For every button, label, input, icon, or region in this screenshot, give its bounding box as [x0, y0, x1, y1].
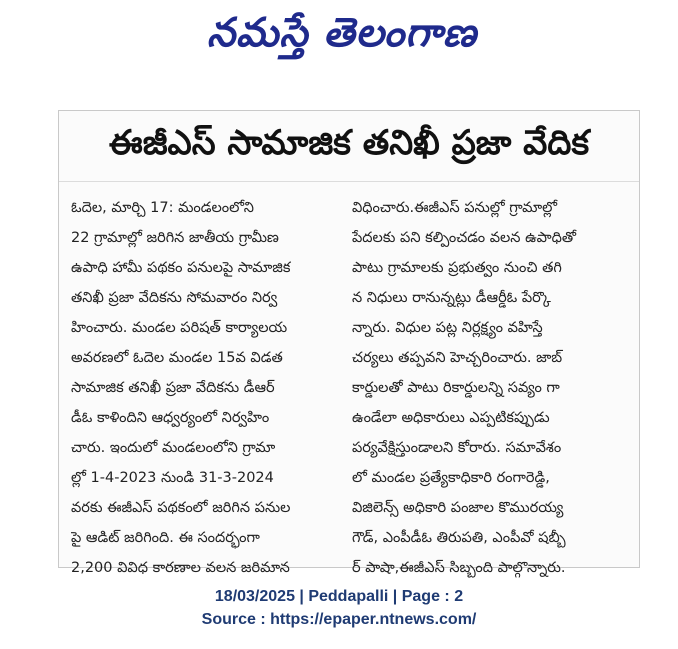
article-line: ఓదెల, మార్చి 17: మండలంలోని: [71, 200, 254, 216]
article-line: పర్యవేక్షిస్తుండాలని కోరారు. సమావేశం: [352, 440, 562, 456]
article-line: ఉండేలా అధికారులు ఎప్పటికప్పుడు: [352, 410, 550, 426]
article-line: ర్ పాషా,ఈజీఎస్ సిబ్బంది పాల్గొన్నారు.: [352, 560, 566, 576]
article-line: కార్డులతో పాటు రికార్డులన్ని సవ్యం గా: [352, 380, 560, 396]
article-line: గౌడ్, ఎంపీడీఓ తిరుపతి, ఎంపీవో షబ్బీ: [352, 530, 566, 546]
article-line: న నిధులు రానున్నట్లు డీఆర్డీఓ పేర్కొ: [352, 290, 551, 306]
article-column-left: [71, 193, 343, 583]
article-line: అవరణలో ఓదెల మండల 15వ విడత: [71, 350, 283, 366]
article-line: పాటు గ్రామాలకు ప్రభుత్వం నుంచి తగి: [352, 260, 562, 276]
article-line: పై ఆడిట్ జరిగింది. ఈ సందర్భంగా: [71, 530, 260, 546]
article-line: తనిఖీ ప్రజా వేదికను సోమవారం నిర్వ: [71, 290, 278, 306]
article-line: వరకు ఈజీఎస్ పథకంలో జరిగిన పనుల: [71, 500, 291, 516]
article-line: 2,200 వివిధ కారణాల వలన జరిమాన: [71, 560, 290, 576]
article-line: ఉపాధి హామీ పథకం పనులపై సామాజిక: [71, 260, 291, 276]
masthead-title: నమస్తే తెలంగాణ: [206, 10, 478, 56]
article-headline: ఈజీఎస్ సామాజిక తనిఖీ ప్రజా వేదిక: [108, 123, 590, 163]
headline-divider: [59, 181, 639, 182]
newspaper-masthead: [137, 6, 547, 70]
article-line: ల్లో 1-4-2023 నుండి 31-3-2024: [71, 470, 274, 486]
article-line: పేదలకు పని కల్పించడం వలన ఉపాధితో: [352, 230, 576, 246]
source-link[interactable]: Source : https://epaper.ntnews.com/: [201, 611, 477, 628]
article-line: సామాజిక తనిఖీ ప్రజా వేదికను డీఆర్: [71, 380, 275, 396]
article-line: చర్యలు తప్పవని హెచ్చరించారు. జాబ్: [352, 350, 563, 366]
article-line: విజిలెన్స్ అధికారి పంజాల కొమురయ్య: [352, 500, 564, 516]
article-line: చారు. ఇందులో మండలంలోని గ్రామా: [71, 440, 276, 456]
article-line: న్నారు. విధుల పట్ల నిర్లక్ష్యం వహిస్తే: [352, 320, 543, 336]
article-line: లో మండల ప్రత్యేకాధికారి రంగారెడ్డి,: [352, 470, 550, 486]
article-line: డీఓ కాళిందిని ఆధ్వర్యంలో నిర్వహిం: [71, 410, 270, 426]
article-column-right: [352, 193, 624, 583]
article-line: 22 గ్రామాల్లో జరిగిన జాతీయ గ్రామీణ: [71, 230, 279, 246]
edition-info: 18/03/2025 | Peddapalli | Page : 2: [214, 588, 464, 605]
article-line: విధించారు.ఈజీఎస్ పనుల్లో గ్రామాల్లో: [352, 200, 558, 216]
article-line: హించారు. మండల పరిషత్ కార్యాలయ: [71, 320, 288, 336]
news-clipping: [58, 110, 640, 576]
